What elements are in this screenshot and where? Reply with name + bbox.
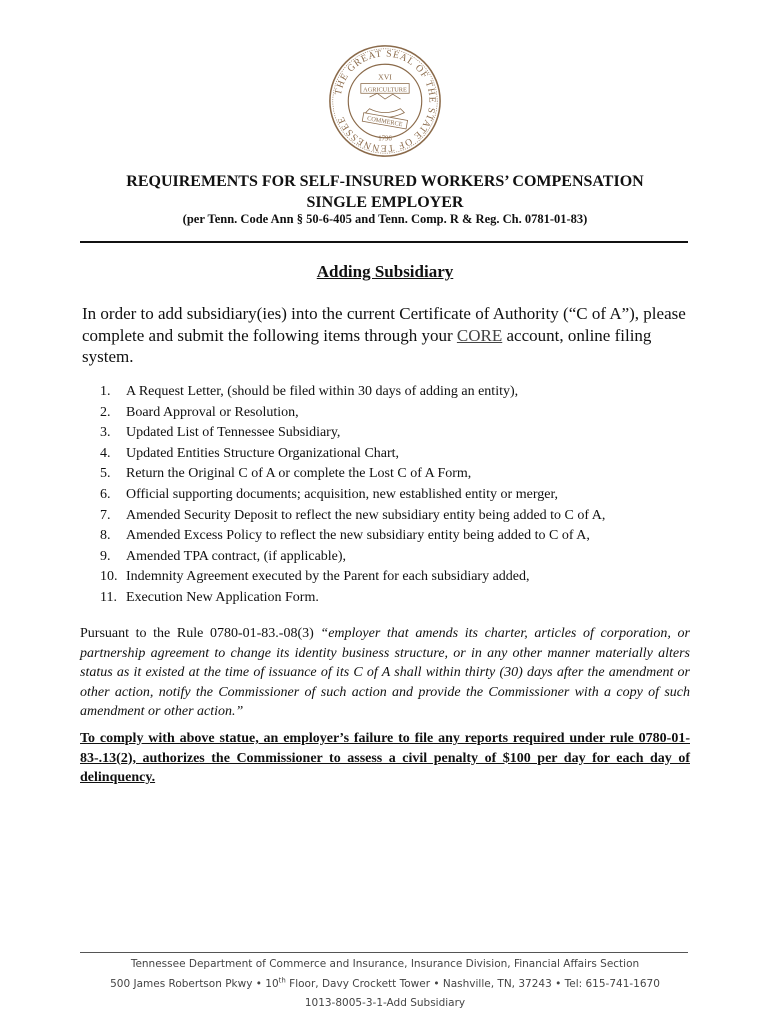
list-item-text: Indemnity Agreement executed by the Parent for each subsidiary added,: [126, 569, 530, 585]
page-footer: [80, 955, 690, 1014]
tennessee-state-seal-logo: [327, 43, 443, 159]
list-item-text: Updated List of Tennessee Subsidiary,: [126, 425, 341, 441]
list-item-text: Execution New Application Form.: [126, 589, 319, 605]
list-item-text: Updated Entities Structure Organizational Chart,: [126, 445, 400, 461]
footer-form-number: 1013-8005-3-1-Add Subsidiary: [304, 997, 466, 1009]
list-item: [100, 382, 690, 403]
list-item-number: 9.: [100, 548, 111, 564]
seal-commerce-text: COMMERCE: [366, 115, 404, 129]
footer-address-end: Floor, Davy Crockett Tower • Nashville, TN, 37243 • Tel: 615-741-1670: [285, 977, 660, 990]
list-item-text: Amended Security Deposit to reflect the new subsidiary entity being added to C of A,: [126, 507, 606, 523]
section-heading: Adding Subsidiary: [316, 262, 454, 281]
list-item: [100, 547, 690, 568]
list-item-number: 6.: [100, 486, 111, 502]
list-item: [100, 567, 690, 588]
list-item: [100, 588, 690, 609]
list-item: [100, 444, 690, 465]
intro-paragraph: [82, 303, 690, 368]
list-item-number: 2.: [100, 404, 111, 420]
penalty-notice: To comply with above statue, an employer’s failure to file any reports required under rule 0780-01-83-.13(2), authorizes the Commissioner to assess a civil penalty of $100 per day for each day of delinquency.: [80, 731, 690, 785]
document-subtitle: (per Tenn. Code Ann § 50-6-405 and Tenn. Comp. R & Reg. Ch. 0781-01-83): [182, 212, 588, 226]
list-item-number: 7.: [100, 507, 111, 523]
list-item-number: 5.: [100, 466, 111, 482]
list-item-number: 3.: [100, 425, 111, 441]
list-item: [100, 423, 690, 444]
title-line-2: SINGLE EMPLOYER: [306, 194, 464, 211]
seal-numeral: XVI: [378, 72, 392, 82]
list-item: [100, 485, 690, 506]
title-line-1: REQUIREMENTS FOR SELF-INSURED WORKERS’ COMPENSATION: [126, 173, 644, 190]
list-item-number: 10.: [100, 569, 118, 585]
list-item-text: Board Approval or Resolution,: [126, 404, 299, 420]
list-item-number: 8.: [100, 528, 111, 544]
pursuant-paragraph: [80, 624, 690, 722]
requirements-list: [100, 382, 690, 609]
list-item: [100, 506, 690, 527]
pursuant-quote: “employer that amends its charter, articles of corporation, or partnership agreement to change its identity business structure, or in any other manner materially alters status as it existed at the time of issuance of its C of A shall within thirty (30) days after the amendment or other action, notify the Commissioner of such action and provide the Commissioner with a copy of such amendment or other action.”: [80, 626, 690, 719]
list-item-number: 11.: [100, 589, 117, 605]
core-link[interactable]: CORE: [456, 325, 503, 345]
pursuant-lead: Pursuant to the Rule 0780-01-83.-08(3): [80, 626, 321, 641]
list-item: [100, 526, 690, 547]
intro-text-after: account, online filing system.: [82, 325, 652, 366]
list-item-text: Official supporting documents; acquisition, new established entity or merger,: [126, 486, 559, 502]
footer-address-sup: th: [278, 976, 286, 984]
footer-address-start: 500 James Robertson Pkwy • 10: [110, 977, 279, 990]
list-item: [100, 464, 690, 485]
seal-year: 1796: [378, 135, 392, 143]
footer-divider: [80, 952, 688, 953]
header-divider: [80, 241, 688, 243]
footer-line-2: [80, 975, 690, 995]
list-item-text: Amended Excess Policy to reflect the new subsidiary entity being added to C of A,: [126, 528, 590, 544]
seal-agriculture-text: AGRICULTURE: [363, 86, 407, 94]
list-item-number: 1.: [100, 384, 111, 399]
document-title: [80, 171, 690, 213]
list-item: [100, 403, 690, 424]
list-item-number: 4.: [100, 445, 111, 461]
seal-ring-text: THE GREAT SEAL OF THE STATE OF TENNESSEE: [332, 48, 438, 154]
footer-line-1: Tennessee Department of Commerce and Insurance, Insurance Division, Financial Affairs Section: [130, 958, 640, 970]
list-item-text: Return the Original C of A or complete the Lost C of A Form,: [126, 466, 472, 482]
intro-text-before: In order to add subsidiary(ies) into the current Certificate of Authority (“C of A”), please complete and submit the following items through your: [82, 304, 686, 345]
list-item-text: Amended TPA contract, (if applicable),: [126, 548, 347, 564]
list-item-text: A Request Letter, (should be filed within 30 days of adding an entity),: [126, 384, 519, 399]
